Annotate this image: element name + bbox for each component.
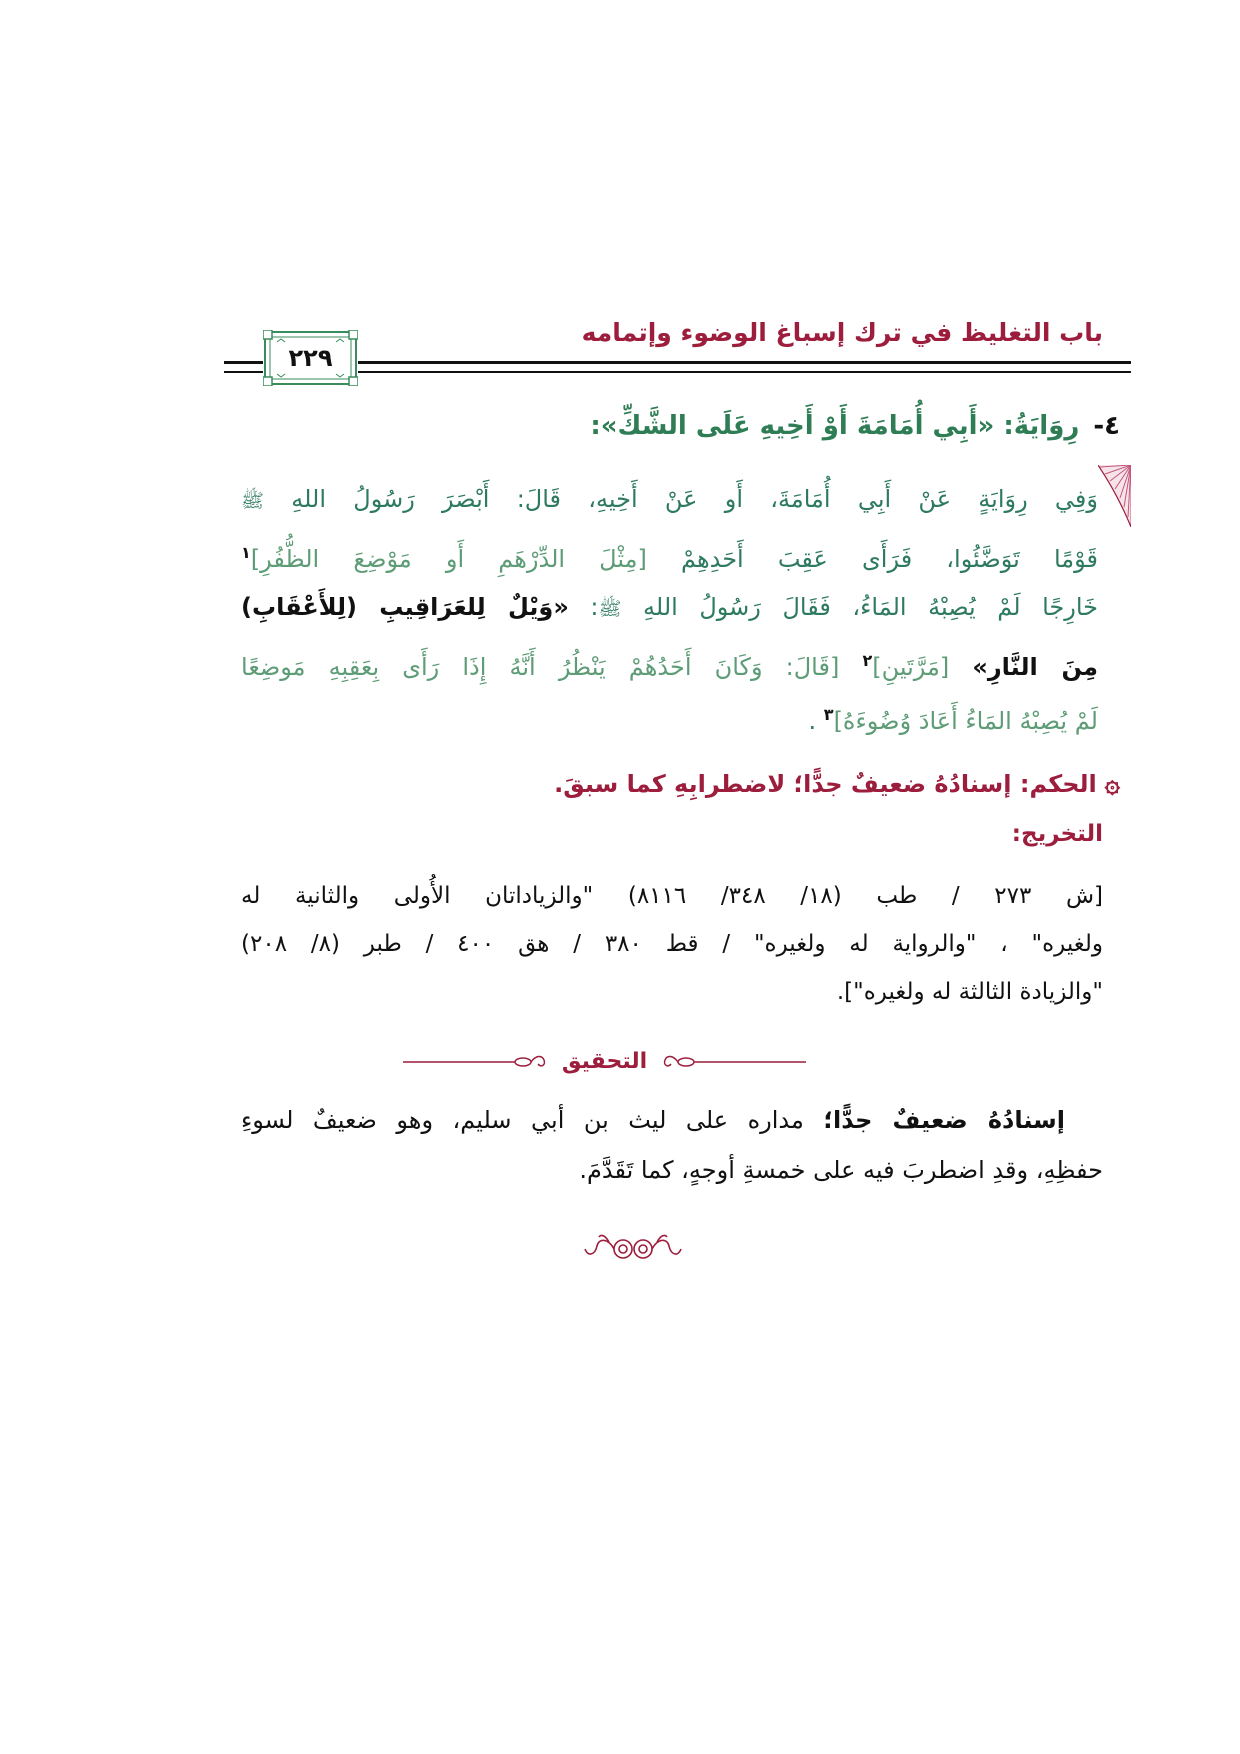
footnote-marker: ١ bbox=[241, 543, 251, 562]
hadith-text: خَارِجًا لَمْ يُصِبْهُ المَاءُ، فَقَالَ رَسُولُ اللهِ bbox=[643, 593, 1098, 621]
footnote-marker: ٢ bbox=[862, 651, 873, 670]
tahqiq-divider bbox=[403, 1048, 806, 1076]
section-title: رِوَايَةُ: «أَبِي أُمَامَةَ أَوْ أَخِيهِ عَلَى الشَّكِّ»: bbox=[590, 411, 1080, 441]
takhrij-line: ولغيره" ، "والرواية له ولغيره" / قط ٣٨٠ / هق ٤٠٠ / طبر (٨/ ٢٠٨) bbox=[241, 931, 1104, 957]
hadith-line bbox=[241, 526, 1098, 580]
tahqiq-text: مداره على ليث بن أبي سليم، وهو ضعيفٌ لسوءِ bbox=[241, 1106, 804, 1134]
section-heading bbox=[224, 402, 1120, 450]
bracketed-addition: [قَالَ: وَكَانَ أَحَدُهُمْ يَنْظُرُ أَنَّهُ إِذَا رَأَى بِعَقِبِهِ مَوضِعًا bbox=[241, 653, 840, 681]
hadith-line bbox=[241, 472, 1098, 526]
hadith-text: وَفِي رِوَايَةٍ عَنْ أَبِي أُمَامَةَ، أَو عَنْ أَخِيهِ، قَالَ: أَبْصَرَ رَسُولُ اللهِ bbox=[291, 485, 1098, 513]
header-rule-left bbox=[224, 361, 263, 373]
takhrij-line: [ش ٢٧٣ / طب (١٨/ ٣٤٨/ ٨١١٦) "والزياداتان الأُولى والثانية له bbox=[241, 883, 1103, 909]
hadith-text: . bbox=[808, 707, 817, 735]
tahqiq-line bbox=[241, 1145, 1103, 1195]
takhrij-paragraph bbox=[224, 872, 1120, 1016]
corner-ornament-icon bbox=[1098, 465, 1131, 527]
page-body bbox=[224, 402, 1120, 1273]
ruling-label: الحكم: bbox=[1019, 770, 1097, 798]
ruling-line bbox=[224, 760, 1120, 808]
bracketed-addition: [مِثْلَ الدِّرْهَمِ أَو مَوْضِعَ الظُّفُرِ] bbox=[250, 545, 647, 573]
hadith-line bbox=[241, 580, 1098, 634]
takhrij-line: "والزيادة الثالثة له ولغيره"]. bbox=[836, 979, 1103, 1005]
ruling-text: إسنادُهُ ضعيفٌ جدًّا؛ لاضطرابِهِ كما سبقَ. bbox=[554, 770, 1012, 798]
salawat-mark: ﷺ bbox=[598, 598, 622, 620]
hadith-line bbox=[241, 688, 1098, 742]
tahqiq-line bbox=[241, 1095, 1103, 1145]
section-number: ٤- bbox=[1093, 411, 1120, 441]
prophetic-saying: مِنَ النَّارِ» bbox=[972, 653, 1098, 681]
hadith-text: : bbox=[590, 593, 599, 621]
salawat-mark: ﷺ bbox=[241, 490, 264, 512]
takhrij-label: التخريج: bbox=[1011, 821, 1103, 847]
end-ornament-icon bbox=[583, 1229, 683, 1269]
tahqiq-verdict: إسنادُهُ ضعيفٌ جدًّا؛ bbox=[823, 1106, 1065, 1134]
flower-ornament-icon: ۞ bbox=[1104, 769, 1120, 799]
hadith-line bbox=[241, 634, 1098, 688]
bracketed-addition: لَمْ يُصِبْهُ المَاءُ أَعَادَ وُضُوءَهُ] bbox=[833, 707, 1098, 735]
tahqiq-text: حفظِهِ، وقدِ اضطربَ فيه على خمسةِ أوجهٍ، كما تَقَدَّمَ. bbox=[579, 1156, 1103, 1184]
prophetic-saying: «وَيْلٌ لِلعَرَاقِيبِ (لِلأَعْقَابِ) bbox=[241, 593, 569, 621]
running-header-title: باب التغليظ في ترك إسباغ الوضوء وإتمامه bbox=[581, 318, 1103, 347]
bracketed-addition: [مَرَّتَينِ] bbox=[872, 653, 950, 681]
tahqiq-paragraph bbox=[224, 1095, 1120, 1195]
page-number: ٢٢٩ bbox=[288, 344, 333, 372]
page-number-box bbox=[263, 330, 358, 386]
footnote-marker: ٣ bbox=[823, 705, 834, 724]
hadith-text: قَوْمًا تَوَضَّئُوا، فَرَأَى عَقِبَ أَحَدِهِمْ bbox=[680, 545, 1098, 573]
header-rule-right bbox=[358, 361, 1131, 373]
tahqiq-heading: التحقيق bbox=[561, 1049, 648, 1074]
hadith-text-block bbox=[224, 472, 1120, 742]
